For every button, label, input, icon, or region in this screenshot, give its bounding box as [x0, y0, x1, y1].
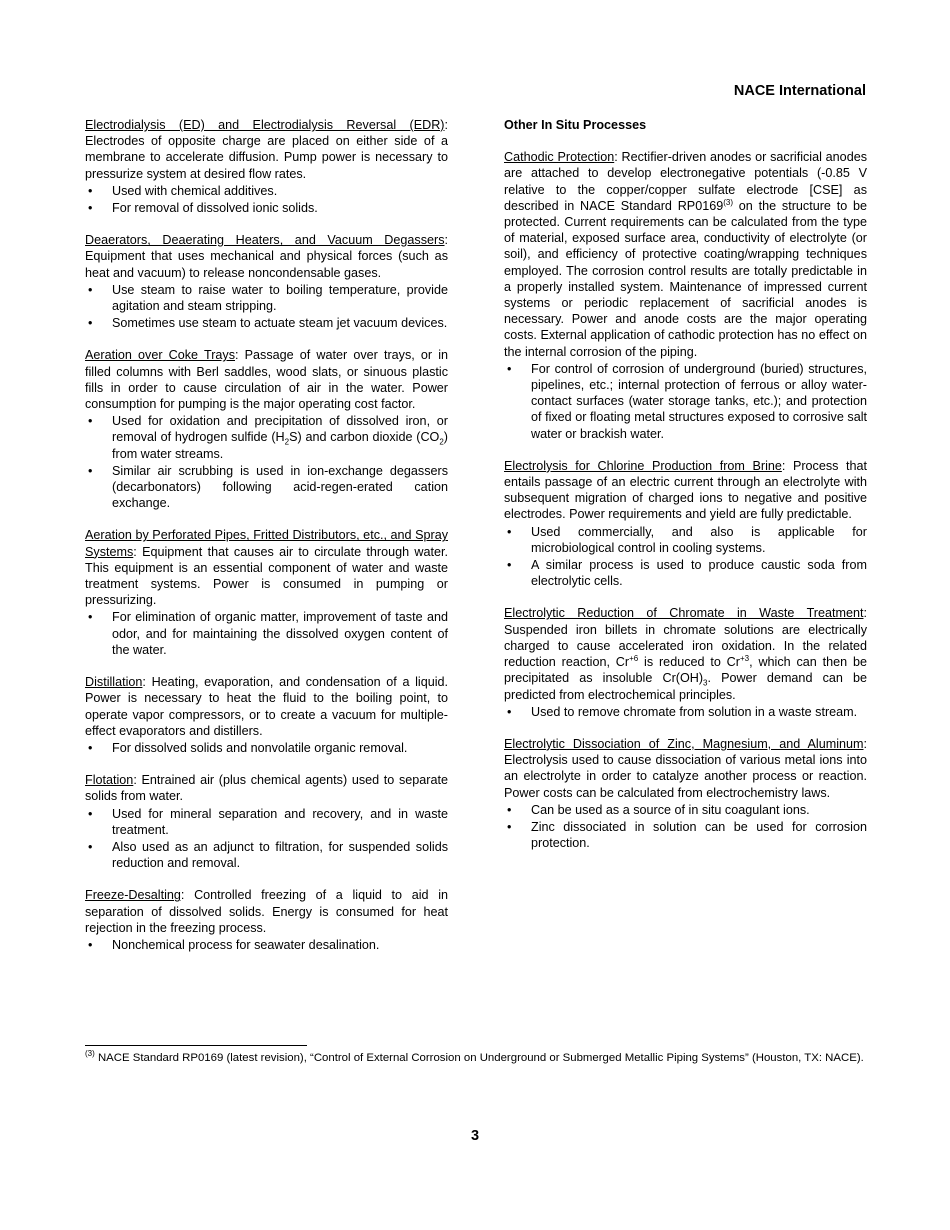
section-zinc-dissociation: Electrolytic Dissociation of Zinc, Magnesium, and Aluminum: Electrolysis used to cause dissociation of various metal ions into an electrolyte in order to catalyze another process or reaction. Power costs can be calculated from electrochemistry laws. • Can be used as a source of in situ coagulant ions. • Zinc dissociated in solution can be used for corrosion protection. [504, 736, 867, 851]
section-aeration-coke-trays: Aeration over Coke Trays: Passage of water over trays, or in filled columns with Berl saddles, wood slats, or sinuous plastic fills in order to cause circulation of air in the water. Power consumption for pumping is the major operating cost factor. • Used for oxidation and precipitation of dissolved iron, or removal of hydrogen sulfide $(H_2S)$ and carbon dioxide $(CO_2)$ from water streams. • Similar air scrubbing is used in ion-exchange degassers (decarbonators) following acid-regen-erated cation exchange. [85, 347, 448, 511]
section-flotation: Flotation: Entrained air (plus chemical agents) used to separate solids from water. • Used for mineral separation and recovery, and in waste treatment. • Also used as an adjunct to filtration, for suspended solids reduction and removal. [85, 772, 448, 871]
section-electrodialysis: Electrodialysis (ED) and Electrodialysis Reversal (EDR): Electrodes of opposite charge are placed on either side of a membrane to accelerate diffusion. Pump power is necessary to pressurize system at desired flow rates. • Used with chemical additives. • For removal of dissolved ionic solids. [85, 117, 448, 216]
bullet-list [85, 183, 448, 216]
section-body: Heating, evaporation, and condensation of a liquid. Power is necessary to heat the fluid to the boiling point, to operate vapor compressors, or to create a vacuum for multiple-effect evaporators and distillers. [85, 675, 449, 738]
section-body: Passage of water over trays, or in filled columns with Berl saddles, wood slats, or sinuous plastic fills in order to cause circulation of air in the water. Power consumption for pumping is the major operating cost factor. [85, 348, 449, 412]
bullet-list [85, 413, 448, 511]
footnote-divider [85, 1045, 307, 1046]
bullet-list [504, 361, 867, 442]
section-chlorine-electrolysis: Electrolysis for Chlorine Production from Brine: Process that entails passage of an electric current through an electrolyte with subsequent migration of charged ions to negative and positive electrodes. Power requirements and yield are fully predictable. • Used commercially, and also is applicable for microbiological control in cooling systems. • A similar process is used to produce caustic soda from electrolytic cells. [504, 458, 867, 590]
section-title: Flotation [85, 773, 134, 788]
section-body: Process that entails passage of an electric current through an electrolyte with subsequent migration of charged ions to negative and positive electrodes. Power requirements and yield are fully predictable. [504, 458, 867, 522]
page-number: 3 [470, 1128, 480, 1144]
bullet-list [85, 740, 448, 756]
section-chromate-reduction: Electrolytic Reduction of Chromate in Waste Treatment: Suspended iron billets in chromate solutions are electrically charged to cause accelerated iron oxidation. In the related reduction reaction, $Cr^{+6}$ is reduced to $Cr^{+3}$, which can then be precipitated as insoluble $Cr(OH)_3$. Power demand can be predicted from electrochemical principles. • Used to remove chromate from solution in a waste stream. [504, 605, 867, 719]
section-deaerators: Deaerators, Deaerating Heaters, and Vacuum Degassers: Equipment that uses mechanical and physical forces (such as heat and vacuum) to release noncondensable gases. • Use steam to raise water to boiling temperature, provide agitation and steam stripping. • Sometimes use steam to actuate steam jet vacuum devices. [85, 232, 448, 331]
list-item: • Sometimes use steam to actuate steam jet vacuum devices. [85, 315, 448, 331]
bullet-list [504, 704, 867, 720]
section-title: Electrolytic Reduction of Chromate in Waste Treatment [504, 606, 864, 621]
list-item: • For removal of dissolved ionic solids. [85, 200, 448, 216]
section-cathodic-protection: Cathodic Protection: Rectifier-driven anodes or sacrificial anodes are attached to develop electronegative potentials (-0.85 V relative to the copper/copper sulfate electrode [CSE] as described in NACE Standard RP0169$^{(3)}$ on the structure to be protected. Current requirements can be calculated from the type of material, exposed surface area, conductivity of electrolyte (or soil), and efficiency of protective coating/wrapping techniques employed. The corrosion control results are totally predictable in a properly installed system. Maintenance of impressed current systems or periodic replacement of sacrificial anodes is necessary. Power and anode costs are the major operating costs. External application of cathodic protection has no effect on the internal corrosion of the piping. • For control of corrosion of underground (buried) structures, pipelines, etc.; internal protection of ferrous or alloy water-contact surfaces (water storage tanks, etc.); and protection of fixed or floating metal structures exposed to corrosive salt water or brackish water. [504, 149, 867, 442]
section-body: Electrodes of opposite charge are placed on either side of a membrane to accelerate diffusion. Pump power is necessary to pressurize system at desired flow rates. [85, 134, 448, 181]
header-org: NACE International [733, 83, 866, 99]
section-title: Distillation [85, 675, 143, 690]
list-item: • Can be used as a source of in situ coagulant ions. [504, 802, 867, 818]
section-title: Deaerators, Deaerating Heaters, and Vacuum Degassers [85, 233, 445, 248]
section-body: Electrolysis used to cause dissociation of various metal ions into an electrolyte in order to catalyze another process or reaction. Power costs can be calculated from electrochemistry laws. [504, 753, 867, 800]
list-item: • Used to remove chromate from solution in a waste stream. [504, 704, 867, 720]
bullet-list [504, 524, 867, 590]
list-item: • Zinc dissociated in solution can be used for corrosion protection. [504, 819, 867, 851]
list-item: • For dissolved solids and nonvolatile organic removal. [85, 740, 448, 756]
right-column [504, 117, 867, 867]
bullet-list [85, 806, 448, 872]
section-body: Equipment that uses mechanical and physical forces (such as heat and vacuum) to release noncondensable gases. [85, 249, 448, 280]
bullet-list [85, 609, 448, 658]
column-heading: Other In Situ Processes [504, 118, 647, 132]
section-body: Entrained air (plus chemical agents) used to separate solids from water. [85, 773, 449, 804]
bullet-list [504, 802, 867, 852]
section-title: Aeration by Perforated Pipes, Fritted Distributors, etc., and Spray Systems [85, 528, 448, 559]
section-title: Electrolytic Dissociation of Zinc, Magnesium, and Aluminum [504, 736, 864, 751]
left-column [85, 117, 448, 969]
section-body: Equipment that causes air to circulate through water. This equipment is an essential component of water and waste treatment systems. Power is consumed in pumping or pressurizing. [85, 544, 448, 608]
list-item: • Use steam to raise water to boiling temperature, provide agitation and steam stripping. [85, 282, 448, 314]
list-item: • Also used as an adjunct to filtration, for suspended solids reduction and removal. [85, 839, 448, 871]
section-freeze-desalting: Freeze-Desalting: Controlled freezing of a liquid to aid in separation of dissolved solids. Energy is consumed for heat rejection in the freezing process. • Nonchemical process for seawater desalination. [85, 887, 448, 953]
footnote-reference: (3) [723, 197, 733, 207]
section-title: Electrodialysis (ED) and Electrodialysis Reversal (EDR) [85, 118, 445, 132]
section-title: Cathodic Protection [504, 150, 615, 165]
list-item: • For control of corrosion of underground (buried) structures, pipelines, etc.; internal protection of ferrous or alloy water-contact surfaces (water storage tanks, etc.); and protection of fixed or floating metal structures exposed to corrosive salt water or brackish water. [504, 361, 867, 442]
list-item: • Used for oxidation and precipitation of dissolved iron, or removal of hydrogen sulfide $(H_2S)$ and carbon dioxide $(CO_2)$ from water streams. [85, 413, 448, 462]
list-item: • Similar air scrubbing is used in ion-exchange degassers (decarbonators) following acid-regen-erated cation exchange. [85, 463, 448, 512]
list-item: • Used commercially, and also is applicable for microbiological control in cooling systems. [504, 524, 867, 556]
bullet-list [85, 937, 448, 953]
footnote-marker: (3) [85, 1049, 95, 1059]
section-distillation: Distillation: Heating, evaporation, and condensation of a liquid. Power is necessary to heat the fluid to the boiling point, to operate vapor compressors, or to create a vacuum for multiple-effect evaporators and distillers. • For dissolved solids and nonvolatile organic removal. [85, 674, 448, 756]
section-title: Freeze-Desalting [85, 888, 181, 903]
bullet-list [85, 282, 448, 332]
list-item: • Used for mineral separation and recovery, and in waste treatment. [85, 806, 448, 838]
section-title: Aeration over Coke Trays [85, 348, 235, 363]
list-item: • For elimination of organic matter, improvement of taste and odor, and for maintaining the dissolved oxygen content of the water. [85, 609, 448, 658]
section-aeration-perforated-pipes: Aeration by Perforated Pipes, Fritted Distributors, etc., and Spray Systems: Equipment that causes air to circulate through water. This equipment is an essential component of water and waste treatment systems. Power is consumed in pumping or pressurizing. • For elimination of organic matter, improvement of taste and odor, and for maintaining the dissolved oxygen content of the water. [85, 527, 448, 658]
section-body: Rectifier-driven anodes or sacrificial anodes are attached to develop electronegative potentials (-0.85 V relative to the copper/copper sulfate electrode [CSE] as described in NACE Standard RP0169 [504, 150, 867, 213]
footnote [85, 1051, 867, 1066]
list-item: • Nonchemical process for seawater desalination. [85, 937, 448, 953]
section-title: Electrolysis for Chlorine Production from Brine [504, 458, 782, 473]
footnote-text: NACE Standard RP0169 (latest revision), “Control of External Corrosion on Underground or Submerged Metallic Piping Systems” (Houston, TX: NACE). [94, 1052, 864, 1064]
section-body: Controlled freezing of a liquid to aid in separation of dissolved solids. Energy is consumed for heat rejection in the freezing process. [85, 888, 448, 935]
list-item: • A similar process is used to produce caustic soda from electrolytic cells. [504, 557, 867, 589]
list-item: • Used with chemical additives. [85, 183, 448, 199]
